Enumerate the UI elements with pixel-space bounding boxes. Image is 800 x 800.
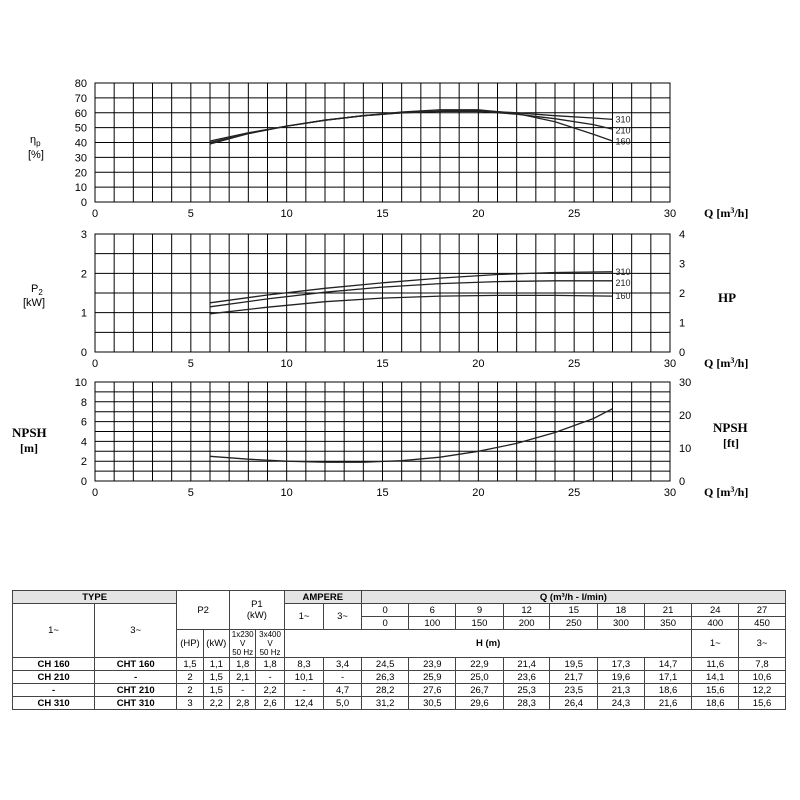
head-cell: 26,7 bbox=[456, 684, 504, 697]
ampere-3phase-cell: 4,7 bbox=[324, 684, 362, 697]
p2-kw-unit: (kW) bbox=[203, 630, 229, 658]
chart-3-y-tick-label: 0 bbox=[80, 476, 87, 488]
head-cell: 15,6 bbox=[692, 684, 739, 697]
q-lmin-cell: 150 bbox=[456, 617, 504, 630]
chart-3-y-axis-unit: [m] bbox=[20, 441, 38, 455]
head-cell: 21,7 bbox=[550, 671, 598, 684]
chart-3-y-tick-label: 4 bbox=[80, 436, 87, 449]
head-cell: 11,6 bbox=[692, 658, 739, 671]
q-m3h-cell: 6 bbox=[409, 604, 456, 617]
chart-2-x-tick-label: 0 bbox=[91, 358, 99, 370]
performance-table bbox=[12, 590, 786, 710]
p2-hp-cell: 2 bbox=[177, 684, 203, 697]
head-cell: 28,2 bbox=[361, 684, 409, 697]
q-m3h-cell: 9 bbox=[456, 604, 504, 617]
head-cell: 24,3 bbox=[598, 697, 645, 710]
head-cell: 21,4 bbox=[503, 658, 550, 671]
chart-2-y-tick-label: 2 bbox=[80, 268, 87, 281]
head-cell: 25,0 bbox=[456, 671, 504, 684]
p2-header: P2 bbox=[177, 591, 230, 630]
p1-3phase-cell: 2,6 bbox=[256, 697, 284, 710]
chart-2-series-210-line bbox=[210, 281, 613, 307]
p2-hp-cell: 2 bbox=[177, 671, 203, 684]
head-header: H (m) bbox=[284, 630, 692, 658]
ampere-phase3-header: 3~ bbox=[324, 604, 362, 630]
chart-3-y2-axis-unit: [ft] bbox=[723, 436, 739, 450]
q-m3h-cell: 21 bbox=[644, 604, 692, 617]
chart-3-y-tick-label: 10 bbox=[74, 377, 87, 389]
type-3phase-cell: - bbox=[95, 671, 177, 684]
head-cell: 25,3 bbox=[503, 684, 550, 697]
chart-3-y2-tick-label: 20 bbox=[679, 410, 692, 422]
ampere-1phase-cell: 12,4 bbox=[284, 697, 324, 710]
chart-1-x-tick-label: 15 bbox=[376, 208, 389, 220]
head-cell: 14,7 bbox=[644, 658, 692, 671]
chart-3-x-axis-label: Q $[m^3/h]$ bbox=[704, 485, 749, 499]
chart-3-x-tick-label: 25 bbox=[568, 487, 581, 499]
ampere-1phase-cell: 8,3 bbox=[284, 658, 324, 671]
chart-2-x-tick-label: 10 bbox=[280, 358, 293, 370]
chart-1-y-tick-label: 70 bbox=[74, 92, 87, 105]
chart-2-y-tick-label: 0 bbox=[80, 347, 87, 359]
head-cell: 14,1 bbox=[692, 671, 739, 684]
chart-1-y-tick-label: 50 bbox=[74, 122, 87, 135]
type-3phase-cell: CHT 210 bbox=[95, 684, 177, 697]
table-row bbox=[13, 684, 786, 697]
head-cell: 18,6 bbox=[644, 684, 692, 697]
q-m3h-cell: 24 bbox=[692, 604, 739, 617]
q-m3h-cell: 0 bbox=[361, 604, 409, 617]
chart-1-x-axis-label: Q $[m^3/h]$ bbox=[704, 206, 749, 220]
p1-header bbox=[230, 591, 285, 630]
chart-2-y2-tick-label: 3 bbox=[679, 258, 686, 271]
type-3phase-cell: CHT 160 bbox=[95, 658, 177, 671]
head-cell: 19,5 bbox=[550, 658, 598, 671]
type-1phase-cell: CH 210 bbox=[13, 671, 95, 684]
p1-label: P1 bbox=[251, 599, 263, 610]
ampere-3phase-cell: - bbox=[324, 671, 362, 684]
chart-1-series-310-line bbox=[210, 111, 613, 142]
chart-3-x-tick-label: 15 bbox=[376, 487, 389, 499]
p2-kw-cell: 1,5 bbox=[203, 671, 229, 684]
chart-3-y-tick-label: 2 bbox=[80, 456, 87, 469]
chart-3-x-tick-label: 20 bbox=[472, 487, 485, 499]
chart-2-x-tick-label: 25 bbox=[568, 358, 581, 370]
chart-1-y-axis-unit: [%] bbox=[28, 149, 44, 161]
q-lmin-cell: 300 bbox=[598, 617, 645, 630]
chart-3-x-tick-label: 10 bbox=[280, 487, 293, 499]
head-cell: 28,3 bbox=[503, 697, 550, 710]
table-row bbox=[13, 658, 786, 671]
ampere-phase1-voltage: 1x230 V bbox=[231, 630, 254, 648]
chart-2-y-tick-label: 1 bbox=[80, 307, 87, 320]
ampere-header: AMPERE bbox=[284, 591, 361, 604]
chart-2-x-tick-label: 30 bbox=[663, 358, 677, 370]
type-1phase-cell: CH 160 bbox=[13, 658, 95, 671]
p1-1phase-cell: 1,8 bbox=[230, 658, 256, 671]
q-m3h-cell: 27 bbox=[739, 604, 786, 617]
chart-2-y2-tick-label: 0 bbox=[679, 347, 686, 359]
p2-kw-cell: 1,1 bbox=[203, 658, 229, 671]
chart-2-x-tick-label: 20 bbox=[472, 358, 485, 370]
chart-2-series-label: 310 bbox=[615, 266, 631, 277]
chart-2-x-tick-label: 15 bbox=[376, 358, 389, 370]
ampere-phase3-voltage: 3x400 V bbox=[259, 630, 281, 648]
chart-2-series-label: 160 bbox=[615, 291, 631, 302]
p1-unit: (kW) bbox=[246, 610, 267, 621]
q-m3h-cell: 15 bbox=[550, 604, 598, 617]
head-cell: 10,6 bbox=[739, 671, 786, 684]
type-phase1-header: 1~ bbox=[13, 604, 95, 658]
type-3phase-cell: CHT 310 bbox=[95, 697, 177, 710]
ampere-phase3-freq: 50 Hz bbox=[259, 648, 281, 657]
q-lmin-cell: 250 bbox=[550, 617, 598, 630]
chart-3-series-npsh-line bbox=[210, 409, 613, 463]
p2-hp-cell: 3 bbox=[177, 697, 203, 710]
ampere-1phase-cell: - bbox=[284, 684, 324, 697]
chart-1-x-tick-label: 25 bbox=[568, 208, 581, 220]
head-cell: 27,6 bbox=[409, 684, 456, 697]
q-lmin-cell: 350 bbox=[644, 617, 692, 630]
table-row bbox=[13, 671, 786, 684]
chart-1-x-tick-label: 20 bbox=[472, 208, 485, 220]
chart-2-y2-axis-label: HP bbox=[718, 290, 737, 305]
p1-1phase-cell: - bbox=[230, 684, 256, 697]
chart-3-x-tick-label: 5 bbox=[187, 487, 194, 499]
chart-2-series-label: 210 bbox=[615, 277, 631, 288]
chart-1-y-tick-label: 20 bbox=[74, 167, 87, 180]
chart-1-x-tick-label: 0 bbox=[91, 208, 99, 220]
ampere-3phase-cell: 3,4 bbox=[324, 658, 362, 671]
chart-3-x-tick-label: 30 bbox=[663, 487, 677, 499]
chart-3-y2-axis-label: NPSH bbox=[713, 420, 748, 435]
chart-3-x-tick-label: 0 bbox=[91, 487, 99, 499]
head-cell: 21,6 bbox=[644, 697, 692, 710]
q-m3h-cell: 18 bbox=[598, 604, 645, 617]
p1-phase1-header: 1~ bbox=[692, 630, 739, 658]
q-lmin-cell: 450 bbox=[739, 617, 786, 630]
q-lmin-cell: 0 bbox=[361, 617, 409, 630]
ampere-phase1-header: 1~ bbox=[284, 604, 324, 630]
head-cell: 23,6 bbox=[503, 671, 550, 684]
q-m3h-cell: 12 bbox=[503, 604, 550, 617]
ampere-phase3-spec bbox=[256, 630, 284, 658]
p2-kw-cell: 2,2 bbox=[203, 697, 229, 710]
chart-1-series-label: 210 bbox=[615, 125, 631, 136]
chart-3-y-tick-label: 8 bbox=[80, 396, 87, 409]
chart-3-y-axis-label: NPSH bbox=[12, 425, 47, 440]
chart-1-x-tick-label: 10 bbox=[280, 208, 293, 220]
head-cell: 17,1 bbox=[644, 671, 692, 684]
chart-1-y-tick-label: 0 bbox=[80, 197, 87, 209]
head-cell: 15,6 bbox=[739, 697, 786, 710]
head-cell: 23,5 bbox=[550, 684, 598, 697]
q-lmin-cell: 400 bbox=[692, 617, 739, 630]
type-1phase-cell: - bbox=[13, 684, 95, 697]
head-cell: 31,2 bbox=[361, 697, 409, 710]
performance-table-container bbox=[12, 590, 786, 710]
head-cell: 22,9 bbox=[456, 658, 504, 671]
p1-1phase-cell: 2,8 bbox=[230, 697, 256, 710]
p1-3phase-cell: 1,8 bbox=[256, 658, 284, 671]
head-cell: 24,5 bbox=[361, 658, 409, 671]
q-lmin-cell: 200 bbox=[503, 617, 550, 630]
chart-2-y-axis-label: $P_2$ bbox=[31, 283, 43, 297]
chart-2-y-axis-unit: [kW] bbox=[23, 297, 45, 309]
head-cell: 26,4 bbox=[550, 697, 598, 710]
head-cell: 29,6 bbox=[456, 697, 504, 710]
p2-hp-cell: 1,5 bbox=[177, 658, 203, 671]
chart-2-x-tick-label: 5 bbox=[187, 358, 194, 370]
p1-3phase-cell: - bbox=[256, 671, 284, 684]
chart-1-y-tick-label: 10 bbox=[74, 182, 87, 195]
head-cell: 12,2 bbox=[739, 684, 786, 697]
chart-2-y-tick-label: 3 bbox=[80, 229, 87, 241]
p1-1phase-cell: 2,1 bbox=[230, 671, 256, 684]
chart-3-y-tick-label: 6 bbox=[80, 416, 87, 429]
type-header: TYPE bbox=[13, 591, 177, 604]
type-phase3-header: 3~ bbox=[95, 604, 177, 658]
ampere-3phase-cell: 5,0 bbox=[324, 697, 362, 710]
chart-2-x-axis-label: Q $[m^3/h]$ bbox=[704, 356, 749, 370]
head-cell: 19,6 bbox=[598, 671, 645, 684]
chart-1-series-label: 310 bbox=[615, 114, 631, 125]
chart-1-x-tick-label: 5 bbox=[187, 208, 194, 220]
q-lmin-cell: 100 bbox=[409, 617, 456, 630]
ampere-1phase-cell: 10,1 bbox=[284, 671, 324, 684]
q-header: Q (m³/h - l/min) bbox=[361, 591, 785, 604]
p2-hp-unit: (HP) bbox=[177, 630, 203, 658]
chart-2-y2-tick-label: 4 bbox=[679, 229, 686, 241]
chart-2-y2-tick-label: 2 bbox=[679, 288, 686, 300]
ampere-phase1-freq: 50 Hz bbox=[232, 648, 254, 657]
head-cell: 7,8 bbox=[739, 658, 786, 671]
chart-1-y-tick-label: 60 bbox=[74, 107, 87, 120]
chart-1-x-tick-label: 30 bbox=[663, 208, 677, 220]
chart-1-series-label: 160 bbox=[615, 136, 631, 147]
head-cell: 21,3 bbox=[598, 684, 645, 697]
chart-3-y2-tick-label: 30 bbox=[679, 377, 692, 389]
table-row bbox=[13, 697, 786, 710]
chart-1-y-tick-label: 30 bbox=[74, 152, 87, 165]
head-cell: 25,9 bbox=[409, 671, 456, 684]
chart-1-y-axis-label: $\eta_p$ bbox=[30, 134, 41, 148]
head-cell: 17,3 bbox=[598, 658, 645, 671]
p1-3phase-cell: 2,2 bbox=[256, 684, 284, 697]
p1-phase3-header: 3~ bbox=[739, 630, 786, 658]
chart-2-y2-tick-label: 1 bbox=[679, 317, 686, 330]
chart-1-y-tick-label: 80 bbox=[74, 78, 87, 90]
head-cell: 26,3 bbox=[361, 671, 409, 684]
head-cell: 18,6 bbox=[692, 697, 739, 710]
chart-3-y2-tick-label: 0 bbox=[679, 476, 686, 488]
head-cell: 23,9 bbox=[409, 658, 456, 671]
chart-1-y-tick-label: 40 bbox=[74, 137, 87, 150]
head-cell: 30,5 bbox=[409, 697, 456, 710]
p2-kw-cell: 1,5 bbox=[203, 684, 229, 697]
type-1phase-cell: CH 310 bbox=[13, 697, 95, 710]
chart-3-y2-tick-label: 10 bbox=[679, 443, 692, 455]
ampere-phase1-spec bbox=[230, 630, 256, 658]
